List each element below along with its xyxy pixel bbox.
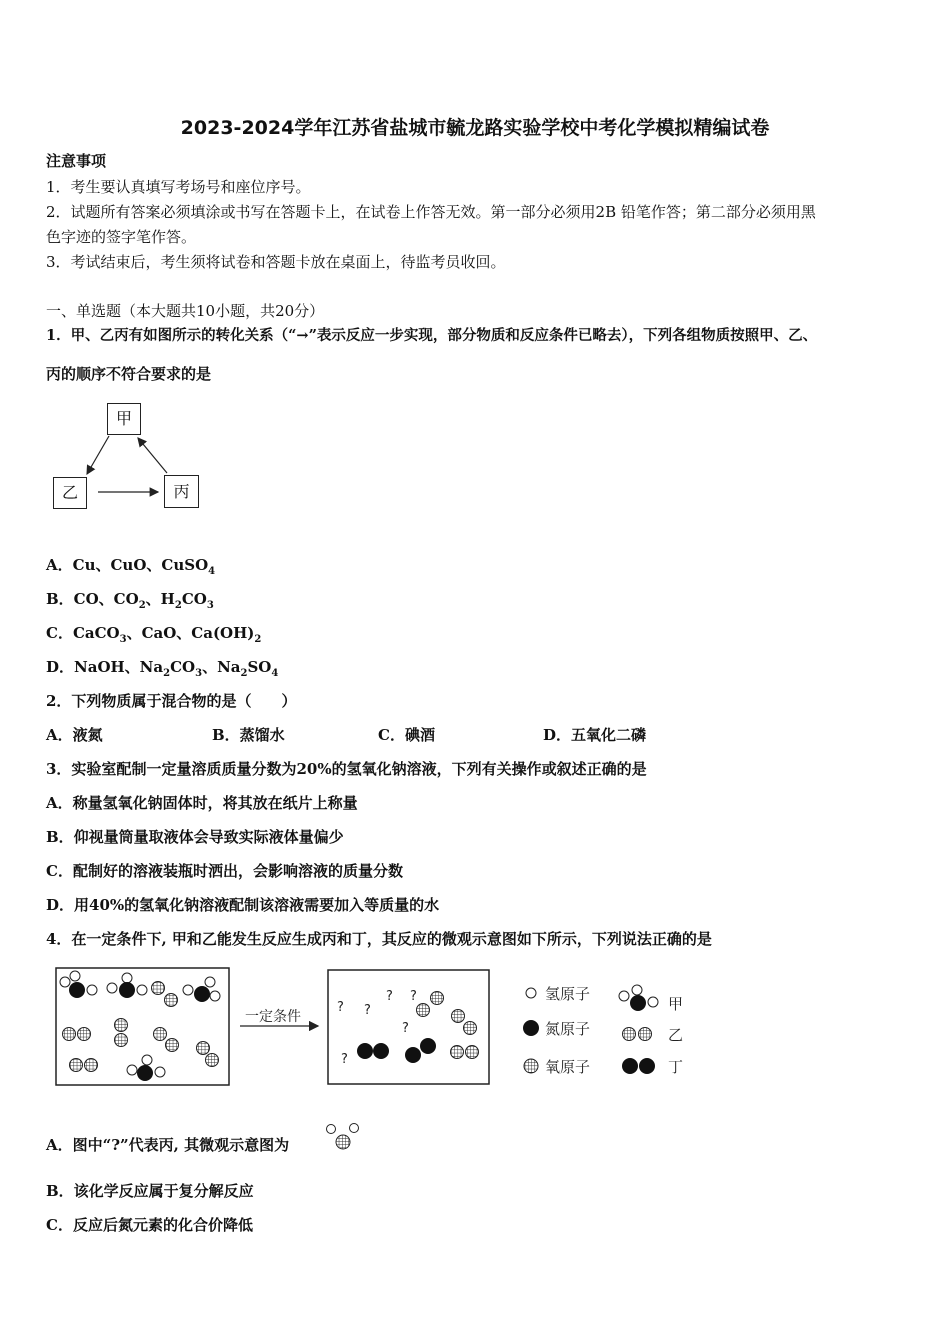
q4-option-c: C．反应后氮元素的化合价降低 (46, 1216, 253, 1234)
notice-item-1: 1．考生要认真填写考场号和座位序号。 (46, 178, 311, 196)
notice-item-2-cont: 色字迹的签字笔作答。 (46, 228, 197, 246)
q1-option-d: D．NaOH、$Na_2CO_3$、$Na_2SO_4$ (46, 658, 279, 679)
legend-jia-molecule (619, 985, 658, 1011)
svg-text:丁: 丁 (668, 1058, 684, 1076)
legend-ding-molecule (622, 1058, 655, 1074)
q1-stem-line2: 丙的顺序不符合要求的是 (46, 365, 212, 383)
svg-text:?: ? (337, 1000, 344, 1015)
q1-option-c: C．CaCO$_3$、CaO、$Ca(OH)_2$ (46, 624, 262, 645)
svg-text:?: ? (402, 1021, 409, 1036)
box-jia: 甲 (107, 403, 141, 435)
notice-item-2: 2．试题所有答案必须填涂或书写在答题卡上，在试卷上作答无效。第一部分必须用2B 铅笔作答；第二部分必须用黑 (46, 203, 816, 221)
q2-option-d: D．五氧化二磷 (543, 726, 647, 744)
q3-option-a: A．称量氢氧化钠固体时，将其放在纸片上称量 (46, 794, 358, 812)
svg-text:甲: 甲 (668, 995, 684, 1013)
inline-molecule-icon (326, 1122, 362, 1154)
page-title: 2023-2024学年江苏省盐城市毓龙路实验学校中考化学模拟精编试卷 (180, 117, 770, 139)
legend-oxygen-atom (524, 1059, 538, 1073)
section-heading: 一、单选题（本大题共10小题，共20分） (46, 302, 325, 320)
svg-text:乙: 乙 (668, 1026, 684, 1044)
svg-text:氢原子: 氢原子 (545, 985, 591, 1003)
svg-text:?: ? (410, 989, 417, 1004)
q3-option-d: D．用40%的氢氧化钠溶液配制该溶液需要加入等质量的水 (46, 896, 440, 914)
svg-text:?: ? (386, 989, 393, 1004)
q1-option-a: A．Cu、CuO、CuSO$_4$ (46, 556, 216, 577)
q1-stem-line1: 1．甲、乙丙有如图所示的转化关系（“→”表示反应一步实现，部分物质和反应条件已略去），下列各组物质按照甲、乙、 (46, 327, 818, 344)
svg-text:?: ? (341, 1052, 348, 1067)
q2-option-b: B．蒸馏水 (212, 726, 285, 744)
q3-stem: 3．实验室配制一定量溶质质量分数为20%的氢氧化钠溶液，下列有关操作或叙述正确的是 (46, 760, 647, 778)
q3-option-c: C．配制好的溶液装瓶时洒出，会影响溶液的质量分数 (46, 862, 403, 880)
condition-label: 一定条件 (245, 1009, 301, 1025)
svg-text:氧原子: 氧原子 (545, 1058, 591, 1076)
q3-option-b: B．仰视量筒量取液体会导致实际液体量偏少 (46, 828, 344, 846)
legend-nitrogen-atom (523, 1020, 539, 1036)
box-yi: 乙 (53, 477, 87, 509)
q2-stem: 2．下列物质属于混合物的是（ ） (46, 692, 297, 710)
box-bing: 丙 (164, 475, 199, 508)
notice-heading: 注意事项 (46, 152, 107, 170)
q4-option-a: A．图中“?”代表丙, 其微观示意图为 (46, 1136, 290, 1154)
q2-option-a: A．液氮 (46, 726, 103, 744)
legend-hydrogen-atom (526, 988, 536, 998)
q2-option-c: C．碘酒 (378, 726, 435, 744)
q4-stem: 4．在一定条件下, 甲和乙能发生反应生成丙和丁，其反应的微观示意图如下所示，下列说法正确的是 (46, 930, 712, 948)
q4-option-b: B．该化学反应属于复分解反应 (46, 1182, 254, 1200)
svg-text:?: ? (364, 1003, 371, 1018)
svg-text:氮原子: 氮原子 (545, 1020, 591, 1038)
q1-option-b: B．CO、$CO_2$、$H_2CO_3$ (46, 590, 214, 611)
notice-item-3: 3．考试结束后，考生须将试卷和答题卡放在桌面上，待监考员收回。 (46, 253, 506, 271)
legend-yi-molecule (623, 1028, 652, 1041)
